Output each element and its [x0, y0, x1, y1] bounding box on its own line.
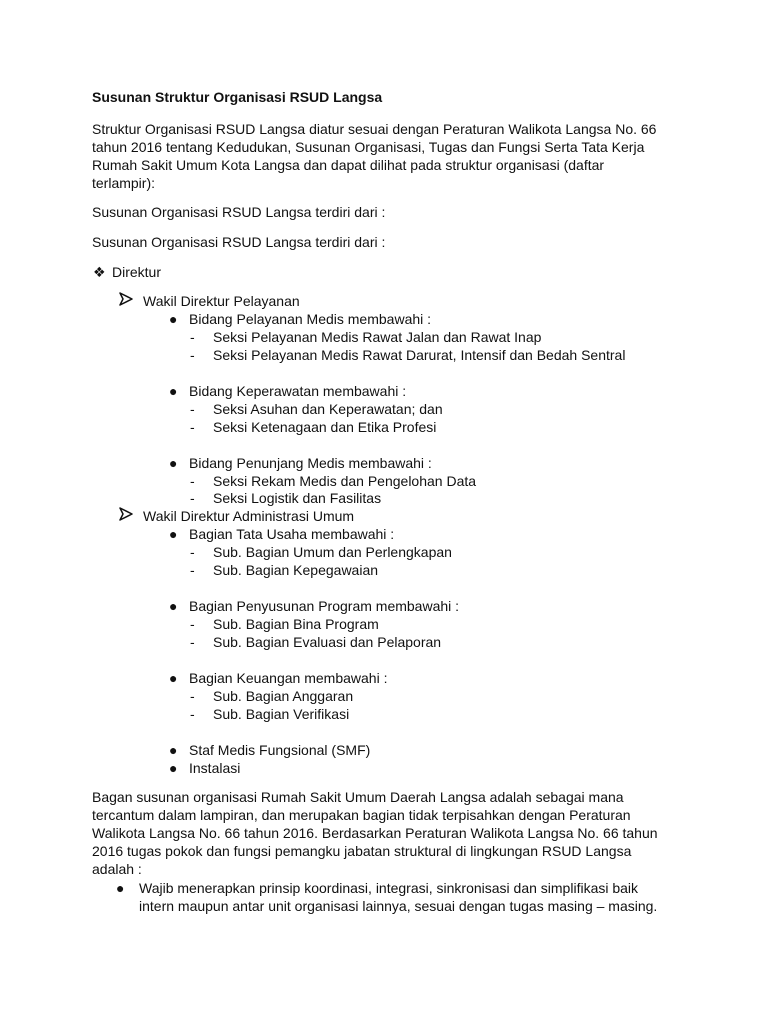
- seksi-rawat-jalan: Seksi Pelayanan Medis Rawat Jalan dan Rawat Inap: [213, 329, 542, 345]
- closing-line-5: adalah :: [92, 861, 142, 877]
- bullet-dot-icon: ●: [116, 880, 125, 896]
- bullet-dot-icon: ●: [169, 598, 178, 614]
- staf-medis: Staf Medis Fungsional (SMF): [189, 742, 371, 758]
- bullet-dot-icon: ●: [169, 742, 178, 758]
- dash-icon: -: [190, 419, 195, 435]
- bidang-keperawatan: Bidang Keperawatan membawahi :: [189, 383, 407, 399]
- dash-icon: -: [190, 401, 195, 417]
- sub-verifikasi: Sub. Bagian Verifikasi: [213, 706, 350, 722]
- wakil-administrasi-label: Wakil Direktur Administrasi Umum: [143, 508, 355, 524]
- bullet-dot-icon: ●: [169, 455, 178, 471]
- sub-umum: Sub. Bagian Umum dan Perlengkapan: [213, 544, 452, 560]
- closing-line-3: Walikota Langsa No. 66 tahun 2016. Berdasarkan Peraturan Walikota Langsa No. 66 tahun: [92, 825, 658, 841]
- closing-line-2: tercantum dalam lampiran, dan merupakan bagian tidak terpisahkan dengan Peraturan: [92, 807, 631, 823]
- seksi-rekam-medis: Seksi Rekam Medis dan Pengelohan Data: [213, 473, 477, 489]
- seksi-asuhan: Seksi Asuhan dan Keperawatan; dan: [213, 401, 443, 417]
- subheading-2: Susunan Organisasi RSUD Langsa terdiri dari :: [92, 234, 386, 250]
- bagian-penyusunan: Bagian Penyusunan Program membawahi :: [189, 598, 460, 614]
- instalasi: Instalasi: [189, 760, 241, 776]
- subheading-1: Susunan Organisasi RSUD Langsa terdiri dari :: [92, 204, 386, 220]
- dash-icon: -: [190, 347, 195, 363]
- sub-anggaran: Sub. Bagian Anggaran: [213, 688, 354, 704]
- sub-evaluasi: Sub. Bagian Evaluasi dan Pelaporan: [213, 634, 442, 650]
- dash-icon: -: [190, 634, 195, 650]
- seksi-ketenagaan: Seksi Ketenagaan dan Etika Profesi: [213, 419, 437, 435]
- seksi-logistik: Seksi Logistik dan Fasilitas: [213, 490, 382, 506]
- bullet-dot-icon: ●: [169, 670, 178, 686]
- sub-kepegawaian: Sub. Bagian Kepegawaian: [213, 562, 379, 578]
- bidang-pelayanan-medis: Bidang Pelayanan Medis membawahi :: [189, 311, 432, 327]
- intro-line-2: tahun 2016 tentang Kedudukan, Susunan Organisasi, Tugas dan Fungsi Serta Tata Kerja: [92, 139, 645, 155]
- diamond-bullet-icon: ❖: [93, 264, 106, 280]
- bidang-penunjang: Bidang Penunjang Medis membawahi :: [189, 455, 432, 471]
- closing-line-4: 2016 tugas pokok dan fungsi pemangku jabatan struktural di lingkungan RSUD Langsa: [92, 843, 632, 859]
- dash-icon: -: [190, 688, 195, 704]
- bullet-dot-icon: ●: [169, 311, 178, 327]
- bullet-dot-icon: ●: [169, 383, 178, 399]
- intro-line-4: terlampir):: [92, 175, 156, 191]
- seksi-rawat-darurat: Seksi Pelayanan Medis Rawat Darurat, Intensif dan Bedah Sentral: [213, 347, 626, 363]
- closing-line-1: Bagan susunan organisasi Rumah Sakit Umum Daerah Langsa adalah sebagai mana: [92, 789, 624, 805]
- dash-icon: -: [190, 706, 195, 722]
- wajib-line-2: intern maupun antar unit organisasi lainnya, sesuai dengan tugas masing – masing.: [139, 898, 658, 914]
- arrow-bullet-icon: [119, 292, 133, 310]
- dash-icon: -: [190, 616, 195, 632]
- bagian-keuangan: Bagian Keuangan membawahi :: [189, 670, 388, 686]
- sub-bina-program: Sub. Bagian Bina Program: [213, 616, 379, 632]
- wakil-pelayanan-label: Wakil Direktur Pelayanan: [143, 293, 300, 309]
- dash-icon: -: [190, 490, 195, 506]
- direktur-label: Direktur: [112, 264, 162, 280]
- bagian-tata-usaha: Bagian Tata Usaha membawahi :: [189, 526, 395, 542]
- bullet-dot-icon: ●: [169, 760, 178, 776]
- bullet-dot-icon: ●: [169, 526, 178, 542]
- intro-line-1: Struktur Organisasi RSUD Langsa diatur sesuai dengan Peraturan Walikota Langsa No. 66: [92, 121, 657, 137]
- dash-icon: -: [190, 562, 195, 578]
- dash-icon: -: [190, 544, 195, 560]
- intro-line-3: Rumah Sakit Umum Kota Langsa dan dapat dilihat pada struktur organisasi (daftar: [92, 157, 605, 173]
- wajib-line-1: Wajib menerapkan prinsip koordinasi, integrasi, sinkronisasi dan simplifikasi baik: [139, 880, 639, 896]
- arrow-bullet-icon: [119, 507, 133, 525]
- document-title: Susunan Struktur Organisasi RSUD Langsa: [92, 89, 383, 105]
- dash-icon: -: [190, 473, 195, 489]
- dash-icon: -: [190, 329, 195, 345]
